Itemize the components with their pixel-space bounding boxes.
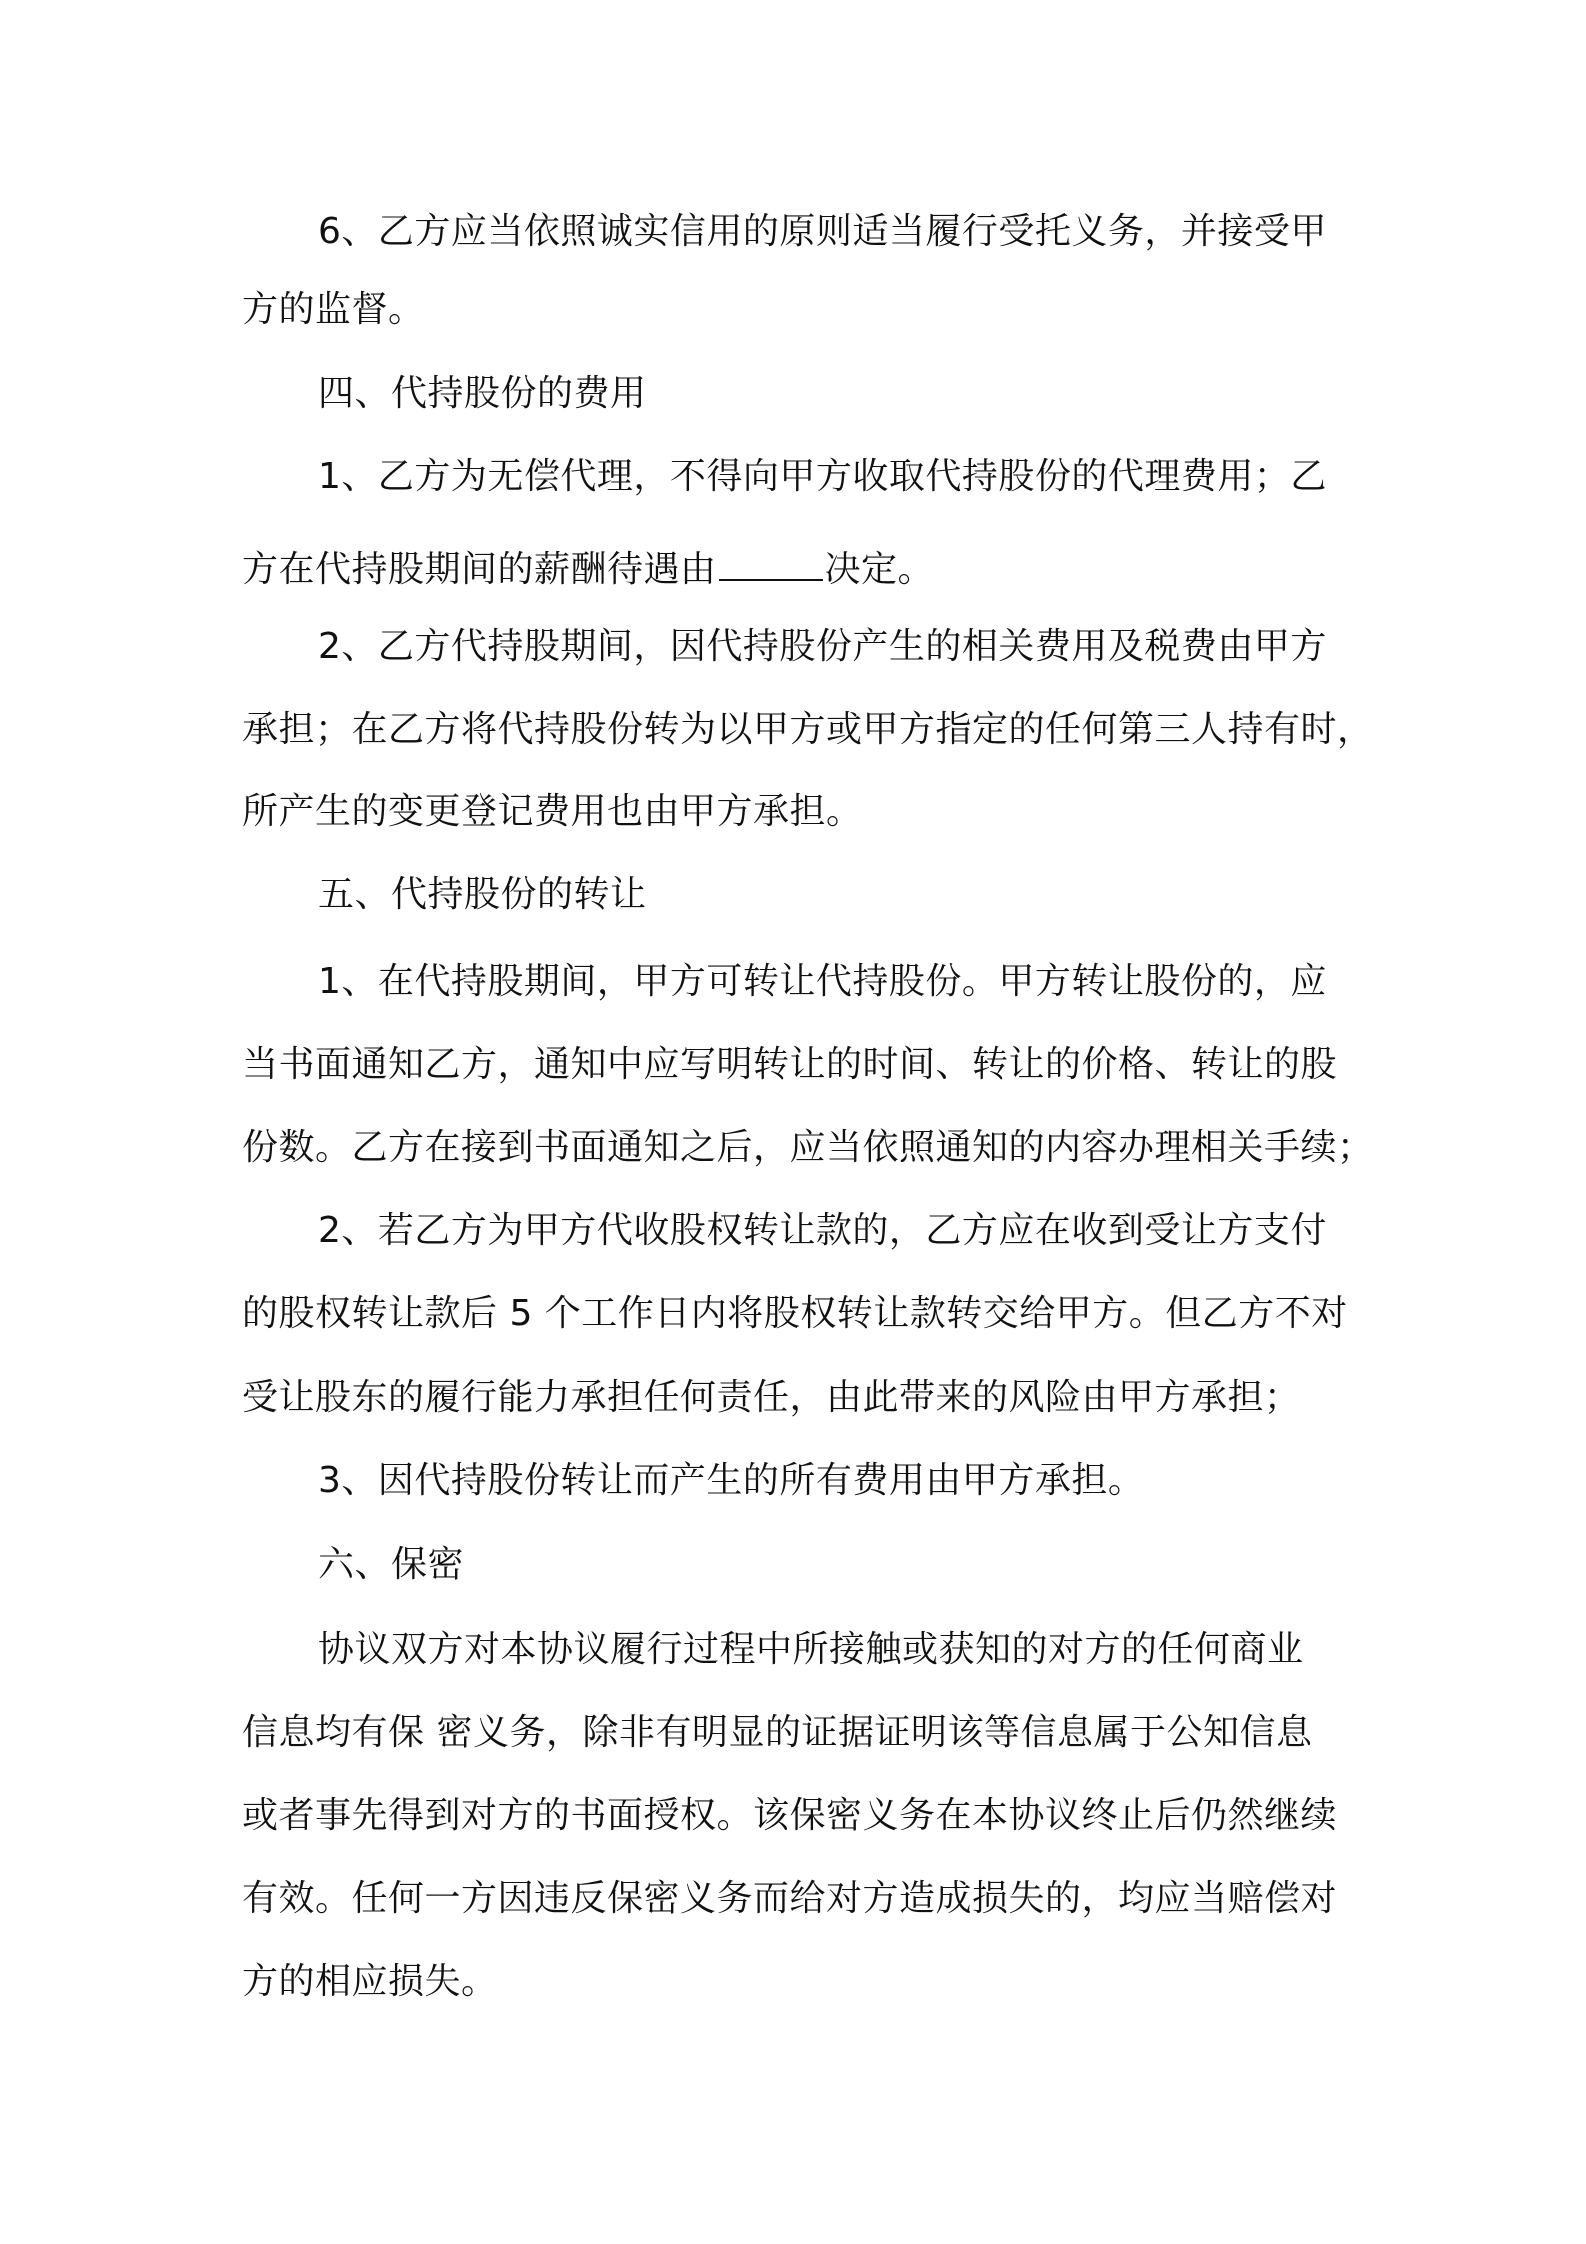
para-6-line-1: 6、乙方应当依照诚实信用的原则适当履行受托义务，并接受甲 — [318, 211, 1327, 252]
section-4-item-1-line-2-before: 方在代持股期间的薪酬待遇由 — [242, 549, 717, 590]
section-5-item-2-line-1: 2、若乙方为甲方代收股权转让款的，乙方应在收到受让方支付 — [318, 1210, 1327, 1251]
section-5-item-1-line-2: 当书面通知乙方，通知中应写明转让的时间、转让的价格、转让的股 — [242, 1044, 1338, 1085]
fill-in-blank — [719, 545, 823, 581]
section-5-item-1-line-3: 份数。乙方在接到书面通知之后，应当依照通知的内容办理相关手续； — [242, 1127, 1374, 1168]
section-6-body-line-5: 方的相应损失。 — [242, 1961, 498, 2002]
section-4-heading: 四、代持股份的费用 — [318, 373, 647, 414]
section-6-body-line-4: 有效。任何一方因违反保密义务而给对方造成损失的，均应当赔偿对 — [242, 1878, 1338, 1919]
section-5-item-3-line-1: 3、因代持股份转让而产生的所有费用由甲方承担。 — [318, 1460, 1145, 1501]
section-5-heading: 五、代持股份的转让 — [318, 874, 647, 915]
section-5-item-2-line-3: 受让股东的履行能力承担任何责任，由此带来的风险由甲方承担； — [242, 1377, 1301, 1418]
section-5-item-1-line-1: 1、在代持股期间，甲方可转让代持股份。甲方转让股份的，应 — [318, 961, 1327, 1002]
section-4-item-1-line-2-after: 决定。 — [824, 549, 935, 590]
section-4-item-2-line-1: 2、乙方代持股期间，因代持股份产生的相关费用及税费由甲方 — [318, 626, 1327, 667]
section-6-heading: 六、保密 — [318, 1544, 465, 1585]
section-5-item-2-line-2: 的股权转让款后 5 个工作日内将股权转让款转交给甲方。但乙方不对 — [242, 1293, 1348, 1334]
section-4-item-2-line-3: 所产生的变更登记费用也由甲方承担。 — [242, 791, 863, 832]
section-4-item-2-line-2: 承担；在乙方将代持股份转为以甲方或甲方指定的任何第三人持有时， — [242, 709, 1374, 750]
section-4-item-1-line-2 — [242, 545, 934, 592]
section-6-body-line-1: 协议双方对本协议履行过程中所接触或获知的对方的任何商业 — [318, 1629, 1304, 1670]
para-6-line-2: 方的监督。 — [242, 289, 425, 330]
section-6-body-line-3: 或者事先得到对方的书面授权。该保密义务在本协议终止后仍然继续 — [242, 1795, 1338, 1836]
section-4-item-1-line-1: 1、乙方为无偿代理，不得向甲方收取代持股份的代理费用；乙 — [318, 456, 1327, 497]
section-6-body-line-2: 信息均有保 密义务，除非有明显的证据证明该等信息属于公知信息 — [242, 1712, 1313, 1753]
